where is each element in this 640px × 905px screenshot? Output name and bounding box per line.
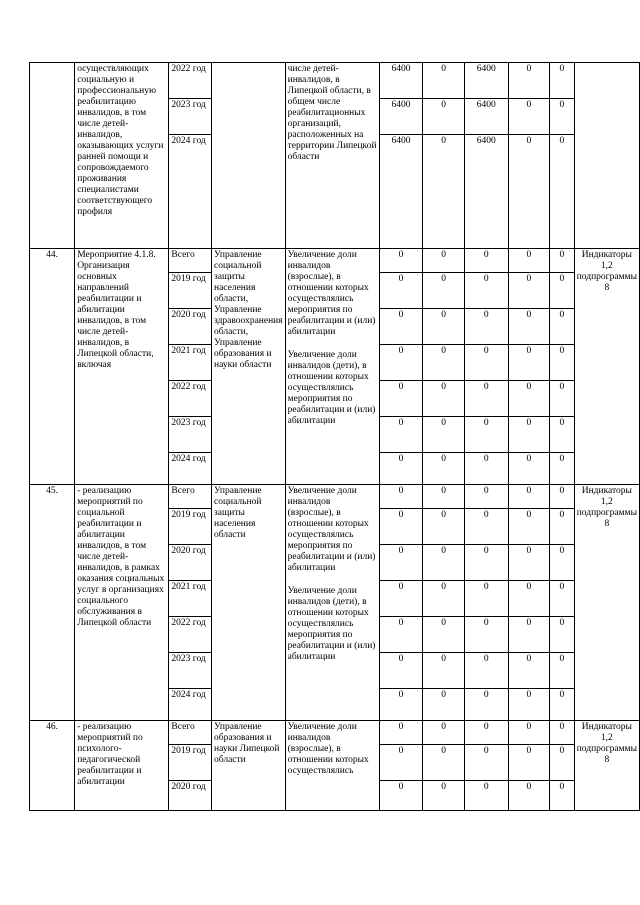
year-label: 2023 год bbox=[169, 653, 212, 689]
value-cell: 0 bbox=[508, 381, 550, 417]
value-cell: 0 bbox=[379, 417, 423, 453]
value-cell: 0 bbox=[550, 99, 574, 135]
value-cell: 0 bbox=[379, 617, 423, 653]
year-label: Всего bbox=[169, 485, 212, 509]
value-cell: 0 bbox=[423, 509, 465, 545]
indicator bbox=[285, 63, 379, 249]
year-label: 2024 год bbox=[169, 135, 212, 249]
indicator bbox=[285, 485, 379, 721]
value-cell: 0 bbox=[508, 273, 550, 309]
executor: Управление социальной защиты населения области bbox=[212, 485, 286, 721]
value-cell: 0 bbox=[423, 381, 465, 417]
value-cell: 0 bbox=[464, 545, 508, 581]
executor: Управление социальной защиты населения области, Управление здравоохранения области, Управление образования и науки области bbox=[212, 249, 286, 485]
value-cell: 0 bbox=[508, 617, 550, 653]
year-label: 2023 год bbox=[169, 417, 212, 453]
indicator bbox=[285, 249, 379, 485]
value-cell: 0 bbox=[379, 381, 423, 417]
year-label: 2022 год bbox=[169, 381, 212, 417]
value-cell: 0 bbox=[379, 509, 423, 545]
year-label: 2021 год bbox=[169, 345, 212, 381]
value-cell: 0 bbox=[550, 485, 574, 509]
year-label: Всего bbox=[169, 721, 212, 745]
value-cell: 0 bbox=[464, 381, 508, 417]
value-cell: 0 bbox=[423, 135, 465, 249]
value-cell: 0 bbox=[423, 249, 465, 273]
value-cell: 0 bbox=[508, 545, 550, 581]
indicator-text: Увеличение доли инвалидов (дети), в отношении которых осуществлялись мероприятия по реабилитации и (или) абилитации bbox=[287, 350, 376, 426]
table-row bbox=[30, 485, 640, 509]
value-cell: 0 bbox=[379, 273, 423, 309]
value-cell: 0 bbox=[379, 453, 423, 485]
indicator-text: Увеличение доли инвалидов (взрослые), в отношении которых осуществлялись bbox=[287, 722, 369, 776]
value-cell: 0 bbox=[508, 485, 550, 509]
value-cell: 0 bbox=[550, 273, 574, 309]
value-cell: 0 bbox=[550, 63, 574, 99]
value-cell: 0 bbox=[508, 309, 550, 345]
value-cell: 0 bbox=[550, 509, 574, 545]
value-cell: 0 bbox=[379, 485, 423, 509]
value-cell: 0 bbox=[464, 581, 508, 617]
value-cell: 0 bbox=[379, 745, 423, 781]
value-cell: 0 bbox=[508, 653, 550, 689]
value-cell: 0 bbox=[423, 545, 465, 581]
year-label: 2024 год bbox=[169, 453, 212, 485]
value-cell: 0 bbox=[423, 721, 465, 745]
year-label: 2024 год bbox=[169, 689, 212, 721]
value-cell: 0 bbox=[550, 689, 574, 721]
value-cell: 0 bbox=[423, 745, 465, 781]
value-cell: 0 bbox=[550, 135, 574, 249]
value-cell: 6400 bbox=[379, 99, 423, 135]
value-cell: 0 bbox=[464, 721, 508, 745]
indicator-index: Индикаторы 1,2 подпрограммы 8 bbox=[574, 721, 639, 811]
value-cell: 0 bbox=[423, 581, 465, 617]
value-cell: 0 bbox=[508, 453, 550, 485]
value-cell: 0 bbox=[464, 617, 508, 653]
value-cell: 0 bbox=[464, 653, 508, 689]
value-cell: 0 bbox=[550, 417, 574, 453]
value-cell: 0 bbox=[508, 417, 550, 453]
year-label: 2022 год bbox=[169, 63, 212, 99]
activity-name: - реализацию мероприятий по психолого-педагогической реабилитации и абилитации bbox=[75, 721, 169, 811]
row-number: 45. bbox=[30, 485, 75, 721]
value-cell: 0 bbox=[464, 417, 508, 453]
value-cell: 0 bbox=[550, 309, 574, 345]
year-label: 2023 год bbox=[169, 99, 212, 135]
activity-name: Мероприятие 4.1.8. Организация основных направлений реабилитации и абилитации инвалидов, в том числе детей-инвалидов, в Липецкой области, включая bbox=[75, 249, 169, 485]
table-row bbox=[30, 721, 640, 745]
value-cell: 0 bbox=[464, 249, 508, 273]
value-cell: 0 bbox=[464, 453, 508, 485]
year-label: 2021 год bbox=[169, 581, 212, 617]
year-label: 2019 год bbox=[169, 273, 212, 309]
value-cell: 0 bbox=[464, 509, 508, 545]
value-cell: 0 bbox=[550, 581, 574, 617]
value-cell: 6400 bbox=[379, 135, 423, 249]
executor bbox=[212, 63, 286, 249]
value-cell: 0 bbox=[423, 617, 465, 653]
value-cell: 0 bbox=[550, 781, 574, 811]
value-cell: 0 bbox=[508, 781, 550, 811]
value-cell: 0 bbox=[379, 653, 423, 689]
value-cell: 0 bbox=[464, 781, 508, 811]
year-label: Всего bbox=[169, 249, 212, 273]
value-cell: 0 bbox=[423, 485, 465, 509]
indicator-index: Индикаторы 1,2 подпрограммы 8 bbox=[574, 249, 639, 485]
indicator-text: числе детей-инвалидов, в Липецкой области, в общем числе реабилитационных организаций, расположенных на территории Липецкой области bbox=[287, 64, 377, 162]
year-label: 2020 год bbox=[169, 309, 212, 345]
value-cell: 0 bbox=[379, 545, 423, 581]
indicator-text: Увеличение доли инвалидов (дети), в отношении которых осуществлялись мероприятия по реабилитации и (или) абилитации bbox=[287, 586, 376, 662]
value-cell: 0 bbox=[550, 745, 574, 781]
value-cell: 6400 bbox=[464, 63, 508, 99]
year-label: 2020 год bbox=[169, 545, 212, 581]
indicator-text: Увеличение доли инвалидов (взрослые), в отношении которых осуществлялись мероприятия по реабилитации и (или) абилитации bbox=[287, 486, 376, 573]
value-cell: 0 bbox=[423, 689, 465, 721]
value-cell: 0 bbox=[508, 745, 550, 781]
indicator bbox=[285, 721, 379, 811]
value-cell: 0 bbox=[550, 653, 574, 689]
value-cell: 0 bbox=[423, 453, 465, 485]
value-cell: 0 bbox=[508, 135, 550, 249]
program-activities-table bbox=[29, 62, 640, 811]
value-cell: 0 bbox=[423, 273, 465, 309]
year-label: 2019 год bbox=[169, 745, 212, 781]
value-cell: 6400 bbox=[464, 99, 508, 135]
value-cell: 0 bbox=[550, 249, 574, 273]
value-cell: 0 bbox=[379, 721, 423, 745]
indicator-index: Индикаторы 1,2 подпрограммы 8 bbox=[574, 485, 639, 721]
value-cell: 0 bbox=[550, 381, 574, 417]
year-label: 2020 год bbox=[169, 781, 212, 811]
value-cell: 0 bbox=[508, 581, 550, 617]
value-cell: 0 bbox=[464, 745, 508, 781]
value-cell: 0 bbox=[464, 345, 508, 381]
value-cell: 0 bbox=[379, 781, 423, 811]
year-label: 2022 год bbox=[169, 617, 212, 653]
value-cell: 0 bbox=[423, 99, 465, 135]
value-cell: 0 bbox=[379, 345, 423, 381]
value-cell: 0 bbox=[550, 345, 574, 381]
value-cell: 0 bbox=[508, 689, 550, 721]
value-cell: 0 bbox=[379, 581, 423, 617]
value-cell: 0 bbox=[379, 309, 423, 345]
value-cell: 0 bbox=[423, 653, 465, 689]
table-row bbox=[30, 63, 640, 99]
value-cell: 0 bbox=[423, 63, 465, 99]
indicator-index bbox=[574, 63, 639, 249]
year-label: 2019 год bbox=[169, 509, 212, 545]
value-cell: 0 bbox=[379, 689, 423, 721]
row-number bbox=[30, 63, 75, 249]
row-number: 46. bbox=[30, 721, 75, 811]
value-cell: 0 bbox=[464, 485, 508, 509]
value-cell: 0 bbox=[464, 273, 508, 309]
value-cell: 0 bbox=[423, 417, 465, 453]
activity-name: осуществляющих социальную и профессиональную реабилитацию инвалидов, в том числе детей-инвалидов, оказывающих услуги ранней помощи и сопровождаемого проживания специалистами соответствующего профиля bbox=[75, 63, 169, 249]
executor: Управление образования и науки Липецкой области bbox=[212, 721, 286, 811]
value-cell: 0 bbox=[508, 249, 550, 273]
value-cell: 0 bbox=[550, 721, 574, 745]
row-number: 44. bbox=[30, 249, 75, 485]
value-cell: 0 bbox=[508, 99, 550, 135]
value-cell: 0 bbox=[550, 453, 574, 485]
value-cell: 6400 bbox=[464, 135, 508, 249]
indicator-text: Увеличение доли инвалидов (взрослые), в отношении которых осуществлялись мероприятия по реабилитации и (или) абилитации bbox=[287, 250, 376, 337]
value-cell: 0 bbox=[508, 721, 550, 745]
value-cell: 0 bbox=[464, 689, 508, 721]
value-cell: 0 bbox=[464, 309, 508, 345]
value-cell: 0 bbox=[423, 345, 465, 381]
value-cell: 0 bbox=[423, 309, 465, 345]
activity-name: - реализацию мероприятий по социальной реабилитации и абилитации инвалидов, в том числе детей-инвалидов, в рамках оказания социальных услуг в организациях социального обслуживания в Липецкой области bbox=[75, 485, 169, 721]
value-cell: 0 bbox=[508, 509, 550, 545]
value-cell: 0 bbox=[550, 545, 574, 581]
value-cell: 0 bbox=[379, 249, 423, 273]
value-cell: 0 bbox=[508, 345, 550, 381]
value-cell: 0 bbox=[508, 63, 550, 99]
value-cell: 0 bbox=[423, 781, 465, 811]
table-row bbox=[30, 249, 640, 273]
value-cell: 6400 bbox=[379, 63, 423, 99]
value-cell: 0 bbox=[550, 617, 574, 653]
